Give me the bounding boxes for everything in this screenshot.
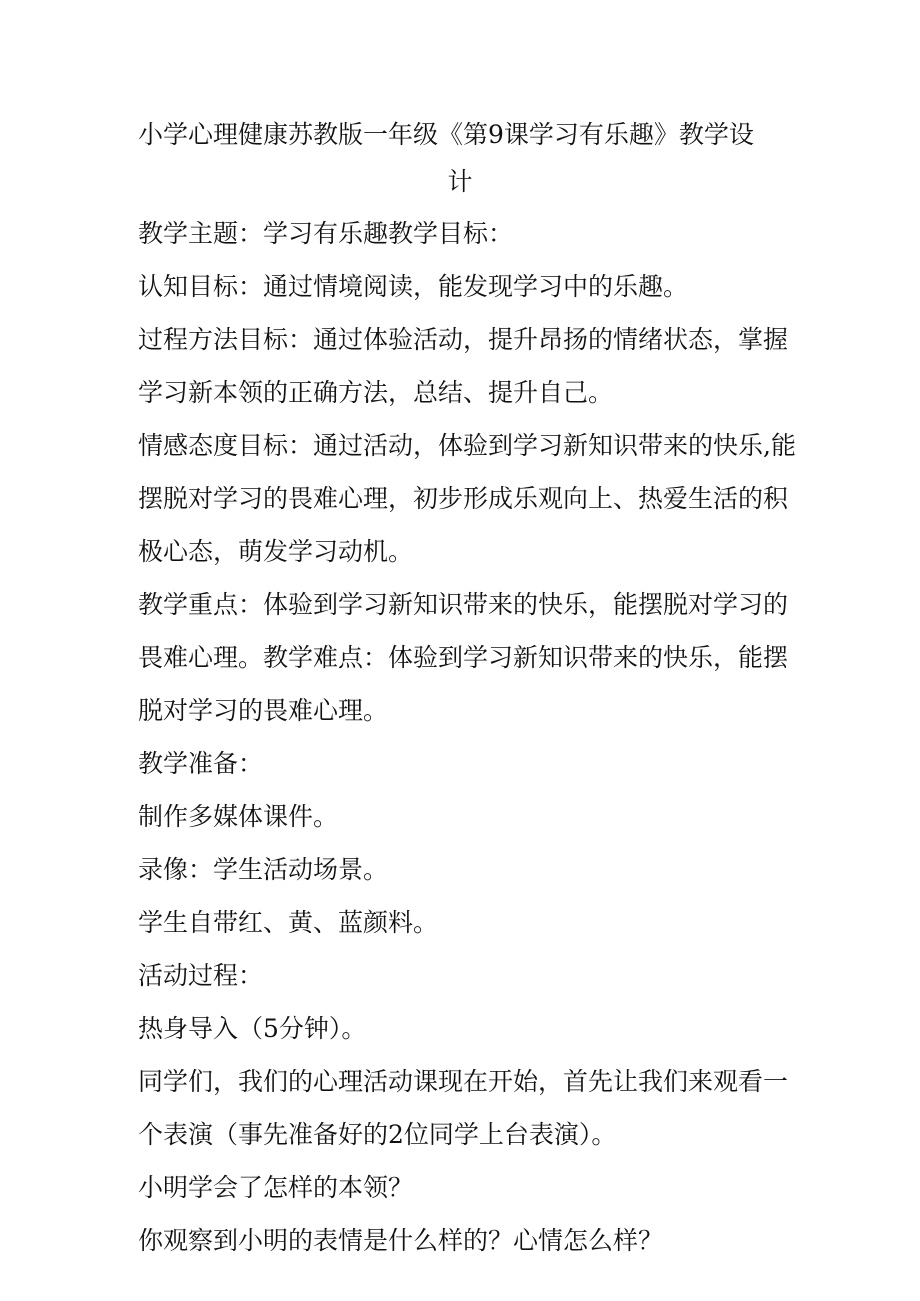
body-line: 认知目标：通过情境阅读，能发现学习中的乐趣。 xyxy=(138,272,689,301)
body-line: 教学主题：学习有乐趣教学目标： xyxy=(138,219,514,248)
body-line: 学生自带红、黄、蓝颜料。 xyxy=(138,908,439,937)
body-line: 极心态，萌发学习动机。 xyxy=(138,537,414,566)
body-line: 小明学会了怎样的本领？ xyxy=(138,1173,414,1202)
body-line: 教学准备： xyxy=(138,749,264,778)
document-title-line-2: 计 xyxy=(447,167,473,196)
body-line: 畏难心理。教学难点：体验到学习新知识带来的快乐，能摆 xyxy=(138,643,789,672)
document-title-line-1: 小学心理健康苏教版一年级《第9课学习有乐趣》教学设 xyxy=(138,120,754,149)
body-line: 热身导入（5分钟）。 xyxy=(138,1014,367,1043)
body-line: 录像：学生活动场景。 xyxy=(138,855,389,884)
body-line: 活动过程： xyxy=(138,961,264,990)
body-line: 学习新本领的正确方法，总结、提升自己。 xyxy=(138,378,614,407)
body-line: 个表演（事先准备好的2位同学上台表演）。 xyxy=(138,1120,617,1149)
body-line: 同学们，我们的心理活动课现在开始，首先让我们来观看一 xyxy=(138,1067,789,1096)
body-line: 你观察到小明的表情是什么样的？心情怎么样？ xyxy=(138,1226,664,1255)
body-line: 制作多媒体课件。 xyxy=(138,802,339,831)
body-line: 情感态度目标：通过活动，体验到学习新知识带来的快乐,能 xyxy=(138,431,796,460)
body-line: 脱对学习的畏难心理。 xyxy=(138,696,389,725)
body-line: 过程方法目标：通过体验活动，提升昂扬的情绪状态，掌握 xyxy=(138,325,789,354)
body-line: 教学重点：体验到学习新知识带来的快乐，能摆脱对学习的 xyxy=(138,590,789,619)
body-line: 摆脱对学习的畏难心理，初步形成乐观向上、热爱生活的积 xyxy=(138,484,789,513)
document-body xyxy=(138,207,796,1267)
